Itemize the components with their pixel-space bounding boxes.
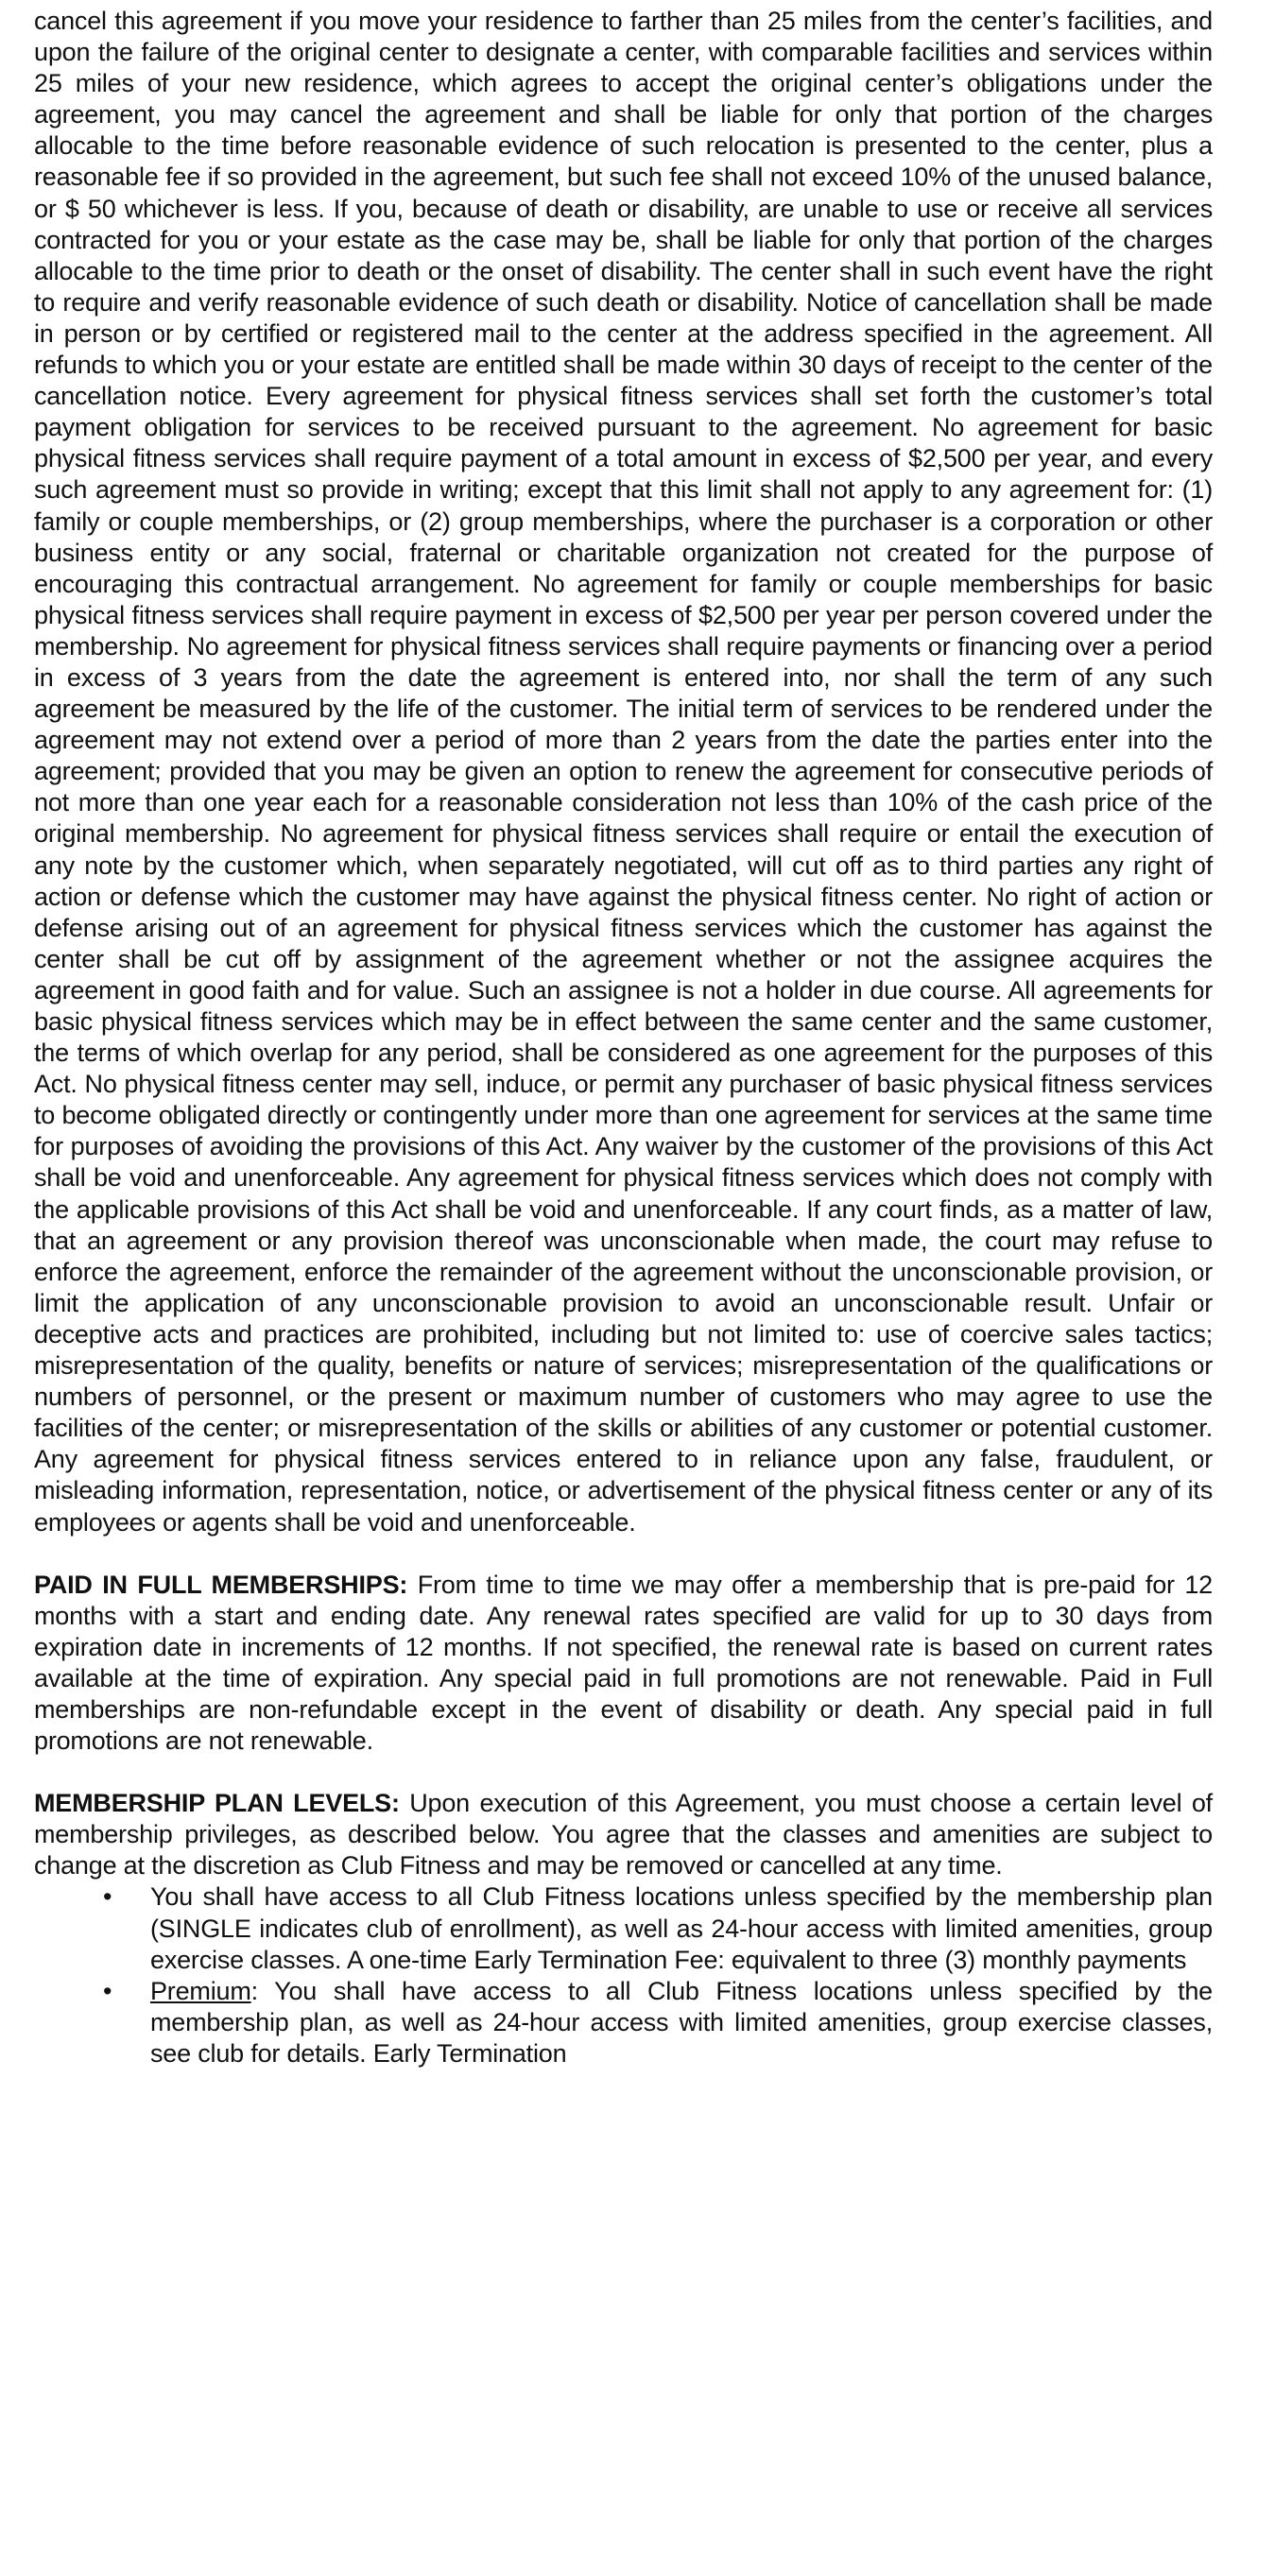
plan-levels-heading: MEMBERSHIP PLAN LEVELS: (34, 1789, 400, 1818)
bullet-icon: • (103, 1882, 112, 1912)
bullet-icon: • (103, 1976, 112, 2005)
paragraph-spacer (34, 1538, 1213, 1570)
list-item (103, 1881, 1213, 1975)
plan-levels-section (34, 1788, 1213, 1881)
plan-levels-list (34, 1881, 1213, 2069)
paragraph-spacer (34, 1757, 1213, 1788)
list-item (103, 1976, 1213, 2069)
plan-name: Premium (150, 1976, 251, 2005)
paid-in-full-section (34, 1570, 1213, 1758)
plan-description: You shall have access to all Club Fitness locations unless specified by the membership plan, as well as 24-hour access with limited amenities, group exercise classes, see club for details. Early Termination (150, 1976, 1213, 2068)
plan-separator: : (250, 1976, 258, 2005)
plan-levels-text: Upon execution of this Agreement, you must choose a certain level of membership privileges, as described below. You agree that the classes and amenities are subject to change at the discretion as Club Fitness and may be removed or cancelled at any time. (34, 1789, 1213, 1880)
cancellation-terms-paragraph: cancel this agreement if you move your residence to farther than 25 miles from the center’s facilities, and upon the failure of the original center to designate a center, with comparable facilities and services within 25 miles of your new residence, which agrees to accept the original center’s obligations under the agreement, you may cancel the agreement and shall be liable for only that portion of the charges allocable to the time before reasonable evidence of such relocation is presented to the center, plus a reasonable fee if so provided in the agreement, but such fee shall not exceed 10% of the unused balance, or $ 50 whichever is less. If you, because of death or disability, are unable to use or receive all services contracted for you or your estate as the case may be, shall be liable for only that portion of the charges allocable to the time prior to death or the onset of disability. The center shall in such event have the right to require and verify reasonable evidence of such death or disability. Notice of cancellation shall be made in person or by certified or registered mail to the center at the address specified in the agreement. All refunds to which you or your estate are entitled shall be made within 30 days of receipt to the center of the cancellation notice. Every agreement for physical fitness services shall set forth the customer’s total payment obligation for services to be received pursuant to the agreement. No agreement for basic physical fitness services shall require payment of a total amount in excess of $2,500 per year, and every such agreement must so provide in writing; except that this limit shall not apply to any agreement for: (1) family or couple memberships, or (2) group memberships, where the purchaser is a corporation or other business entity or any social, fraternal or charitable organization not created for the purpose of encouraging this contractual arrangement. No agreement for family or couple memberships for basic physical fitness services shall require payment in excess of $2,500 per year per person covered under the membership. No agreement for physical fitness services shall require payments or financing over a period in excess of 3 years from the date the agreement is entered into, nor shall the term of any such agreement be measured by the life of the customer. The initial term of services to be rendered under the agreement may not extend over a period of more than 2 years from the date the parties enter into the agreement; provided that you may be given an option to renew the agreement for consecutive periods of not more than one year each for a reasonable consideration not less than 10% of the cash price of the original membership. No agreement for physical fitness services shall require or entail the execution of any note by the customer which, when separately negotiated, will cut off as to third parties any right of action or defense which the customer may have against the physical fitness center. No right of action or defense arising out of an agreement for physical fitness services which the customer has against the center shall be cut off by assignment of the agreement whether or not the assignee acquires the agreement in good faith and for value. Such an assignee is not a holder in due course. All agreements for basic physical fitness services which may be in effect between the same center and the same customer, the terms of which overlap for any period, shall be considered as one agreement for the purposes of this Act. No physical fitness center may sell, induce, or permit any purchaser of basic physical fitness services to become obligated directly or contingently under more than one agreement for services at the same time for purposes of avoiding the provisions of this Act. Any waiver by the customer of the provisions of this Act shall be void and unenforceable. Any agreement for physical fitness services which does not comply with the applicable provisions of this Act shall be void and unenforceable. If any court finds, as a matter of law, that an agreement or any provision thereof was unconscionable when made, the court may refuse to enforce the agreement, enforce the remainder of the agreement without the unconscionable provision, or limit the application of any unconscionable provision to avoid an unconscionable result. Unfair or deceptive acts and practices are prohibited, including but not limited to: use of coercive sales tactics; misrepresentation of the quality, benefits or nature of services; misrepresentation of the qualifications or numbers of personnel, or the present or maximum number of customers who may agree to use the facilities of the center; or misrepresentation of the skills or abilities of any customer or potential customer. Any agreement for physical fitness services entered to in reliance upon any false, fraudulent, or misleading information, representation, notice, or advertisement of the physical fitness center or any of its employees or agents shall be void and unenforceable. (34, 7, 1213, 1537)
paid-in-full-heading: PAID IN FULL MEMBERSHIPS: (34, 1570, 408, 1599)
plan-description: You shall have access to all Club Fitness locations unless specified by the membership plan (SINGLE indicates club of enrollment), as well as 24-hour access with limited amenities, group exercise classes. A one-time Early Termination Fee: equivalent to three (3) monthly payments (150, 1882, 1213, 1974)
paid-in-full-text: From time to time we may offer a membership that is pre-paid for 12 months with a start and ending date. Any renewal rates specified are valid for up to 30 days from expiration date in increments of 12 months. If not specified, the renewal rate is based on current rates available at the time of expiration. Any special paid in full promotions are not renewable. Paid in Full memberships are non-refundable except in the event of disability or death. Any special paid in full promotions are not renewable. (34, 1570, 1213, 1756)
